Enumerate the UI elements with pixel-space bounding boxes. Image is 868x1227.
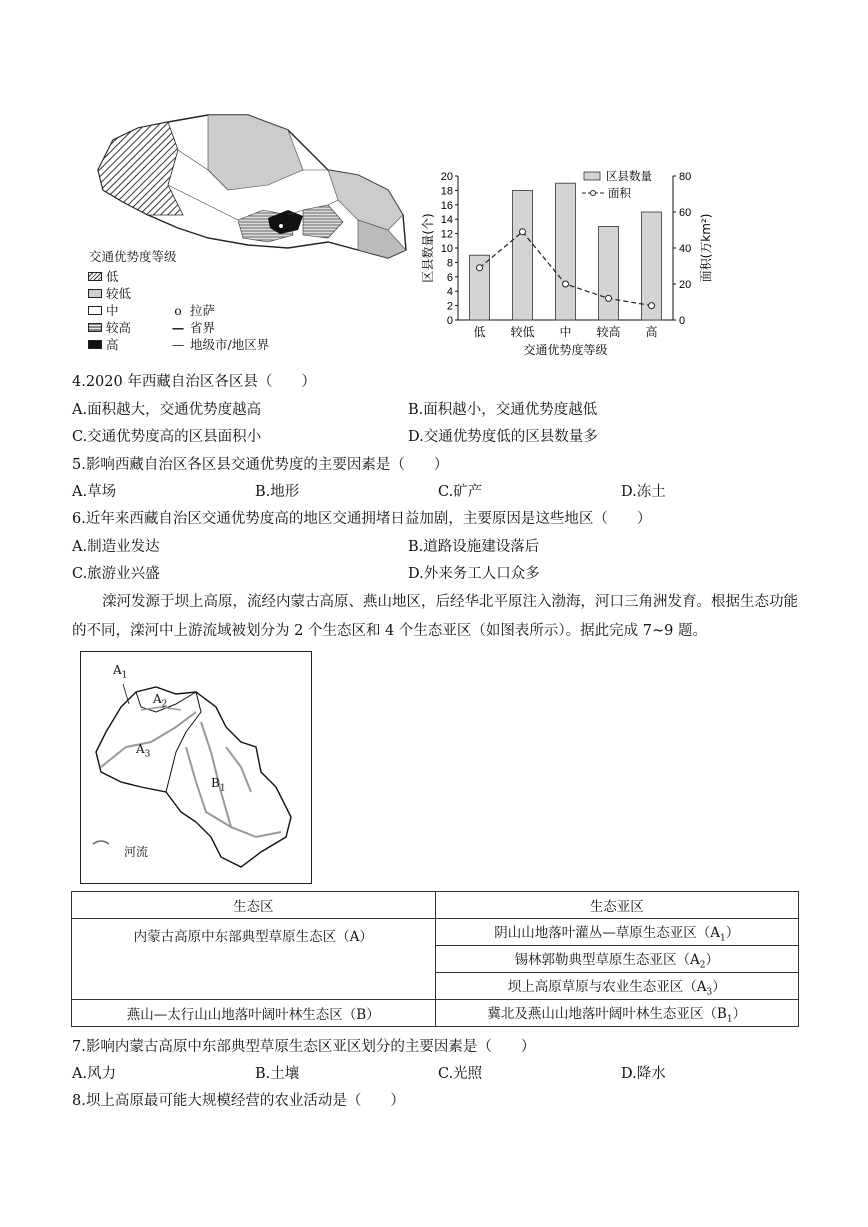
q6-option-d[interactable]: D.外来务工人口众多 — [408, 566, 540, 582]
legend-swatch — [88, 289, 102, 298]
transport-chart — [418, 160, 718, 360]
y-tick-label: 18 — [440, 185, 453, 198]
area-point — [477, 265, 483, 271]
x-tick-label: 低 — [473, 325, 486, 339]
y-tick-label: 12 — [440, 228, 453, 241]
subzone-a3-cell: 坝上高原草原与农业生态亚区$(A_3)$ — [435, 973, 799, 1000]
legend-swatch — [88, 306, 102, 315]
y2-tick-label: 40 — [679, 243, 692, 255]
legend-line-label: 面积 — [608, 186, 631, 200]
y2-tick-label: 80 — [679, 171, 692, 183]
y-tick-label: 4 — [446, 286, 453, 299]
legend-title: 交通优势度等级 — [89, 249, 177, 264]
x-tick-label: 较低 — [510, 325, 535, 339]
q5-option-d[interactable]: D.冻土 — [621, 484, 666, 500]
x-tick-label: 中 — [559, 325, 572, 339]
lhasa-icon: o — [174, 302, 182, 318]
x-tick-label: 较高 — [596, 325, 621, 339]
border-line-icon: — — [171, 336, 185, 352]
x-axis-title: 交通优势度等级 — [523, 343, 608, 357]
zone-b-cell: 燕山—太行山山地落叶阔叶林生态区（B） — [72, 1000, 436, 1027]
q7-stem: 7.影响内蒙古高原中东部典型草原生态区亚区划分的主要因素是（ ） — [72, 1039, 536, 1055]
river-legend-label: 河流 — [124, 845, 149, 859]
q7-option-d[interactable]: D.降水 — [621, 1066, 666, 1082]
y-tick-label: 6 — [446, 271, 453, 284]
y-tick-label: 2 — [446, 300, 453, 313]
table-row — [72, 1000, 799, 1027]
tibet-map-graphic — [88, 110, 418, 260]
eco-zone-table — [71, 891, 799, 1027]
legend-line-marker — [591, 191, 596, 196]
q7-option-b[interactable]: B.土壤 — [255, 1066, 300, 1082]
q4-option-d[interactable]: D.交通优势度低的区县数量多 — [408, 429, 598, 445]
y2-tick-label: 20 — [679, 279, 692, 291]
legend-symbol-province: — 省界 — [171, 319, 216, 335]
y2-axis-title: 面积(万km²) — [699, 213, 713, 283]
tibet-map — [88, 110, 418, 260]
label-a1: $A_1$ — [113, 663, 128, 681]
passage-luan-river: 滦河发源于坝上高原，流经内蒙古高原、燕山地区，后经华北平原注入渤海，河口三角洲发育。根据生态功能的不同，滦河中上游流域被划分为 2 个生态区和 4 个生态亚区（如图表所示）。据此完成 7~9 题。 — [72, 594, 798, 639]
q5-option-a[interactable]: A.草场 — [72, 484, 117, 500]
bar — [513, 190, 533, 320]
legend-bar-label: 区县数量 — [606, 169, 652, 183]
area-point — [563, 281, 569, 287]
q4-option-a[interactable]: A.面积越大，交通优势度越高 — [72, 402, 262, 418]
bar — [556, 183, 576, 320]
legend-swatch — [88, 323, 102, 332]
table-header-row — [72, 892, 799, 919]
table-header-subzone: 生态亚区 — [435, 892, 799, 919]
subzone-b1-cell: 冀北及燕山山地落叶阔叶林生态亚区$(B_1)$ — [435, 1000, 799, 1027]
area-point — [606, 295, 612, 301]
y-tick-label: 0 — [446, 315, 453, 327]
table-row — [72, 919, 799, 946]
legend-symbol-city: — 地级市/地区界 — [171, 336, 270, 352]
legend-item-mlow: 较低 — [88, 285, 131, 301]
legend-swatch — [88, 340, 102, 349]
y2-tick-label: 0 — [679, 315, 686, 327]
q6-option-a[interactable]: A.制造业发达 — [72, 539, 160, 555]
q5-option-b[interactable]: B.地形 — [255, 484, 300, 500]
q6-option-c[interactable]: C.旅游业兴盛 — [72, 566, 160, 582]
label-a2: $A_2$ — [153, 692, 168, 710]
q7-option-c[interactable]: C.光照 — [438, 1066, 483, 1082]
border-line-icon: — — [171, 319, 185, 335]
q7-option-a[interactable]: A.风力 — [72, 1066, 117, 1082]
q8-stem: 8.坝上高原最可能大规模经营的农业活动是（ ） — [72, 1093, 405, 1109]
y-tick-label: 14 — [440, 214, 453, 227]
q5-option-c[interactable]: C.矿产 — [438, 484, 483, 500]
y-axis-title: 区县数量(个) — [421, 213, 435, 283]
y-tick-label: 8 — [446, 257, 453, 270]
luan-river-map — [80, 651, 312, 884]
legend-item-high: 高 — [88, 336, 119, 352]
table-header-zone: 生态区 — [72, 892, 436, 919]
legend-bar-swatch — [584, 172, 600, 180]
legend-item-low: 低 — [88, 268, 119, 284]
q6-stem: 6.近年来西藏自治区交通优势度高的地区交通拥堵日益加剧，主要原因是这些地区（ ） — [72, 511, 652, 527]
legend-swatch — [88, 272, 102, 281]
luan-river-map-graphic — [81, 652, 310, 882]
subzone-a1-cell: 阴山山地落叶灌丛—草原生态亚区$(A_1)$ — [435, 919, 799, 946]
bar — [599, 226, 619, 320]
q5-stem: 5.影响西藏自治区各区县交通优势度的主要因素是（ ） — [72, 457, 449, 473]
legend-symbol-lhasa: o 拉萨 — [170, 302, 215, 318]
zone-a-cell: 内蒙古高原中东部典型草原生态区（A） — [72, 919, 436, 1000]
legend-item-mhigh: 较高 — [88, 319, 131, 335]
label-b1: $B_1$ — [211, 776, 226, 794]
q4-option-b[interactable]: B.面积越小，交通优势度越低 — [408, 402, 598, 418]
y-tick-label: 16 — [440, 199, 453, 212]
x-tick-label: 高 — [645, 325, 658, 339]
q4-option-c[interactable]: C.交通优势度高的区县面积小 — [72, 429, 262, 445]
area-point — [649, 303, 655, 309]
q4-stem: 4.2020 年西藏自治区各区县（ ） — [72, 374, 316, 390]
area-point — [520, 229, 526, 235]
label-a3: $A_3$ — [136, 742, 151, 760]
q6-option-b[interactable]: B.道路设施建设落后 — [408, 539, 540, 555]
y-tick-label: 10 — [440, 243, 453, 255]
y2-tick-label: 60 — [679, 207, 692, 219]
legend-item-mid: 中 — [88, 302, 119, 318]
y-tick-label: 20 — [440, 171, 453, 183]
subzone-a2-cell: 锡林郭勒典型草原生态亚区$(A_2)$ — [435, 946, 799, 973]
